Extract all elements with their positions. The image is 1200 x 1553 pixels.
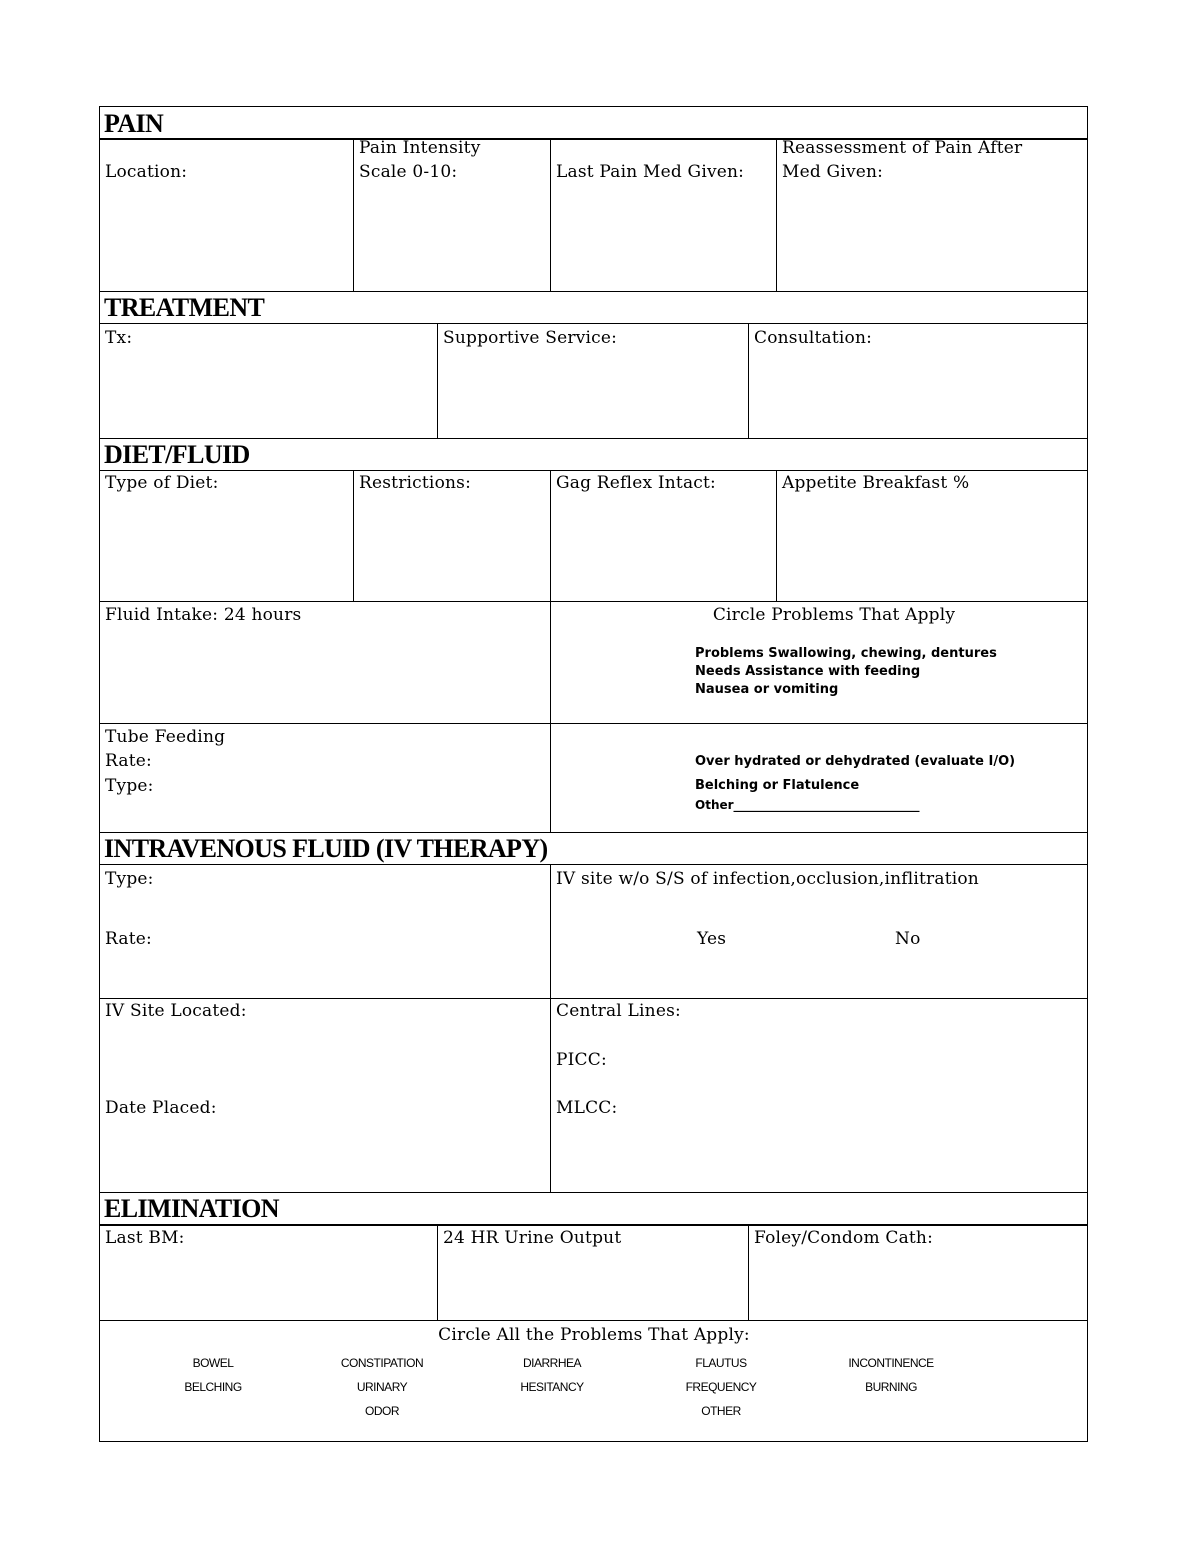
elimination-problem-item: BURNING: [865, 1380, 917, 1394]
foley-label: Foley/Condom Cath:: [754, 1228, 934, 1248]
elimination-problem-item: FREQUENCY: [685, 1380, 757, 1394]
tube-feeding-rate-label: Rate:: [105, 751, 152, 771]
iv-yes-option: Yes: [697, 929, 727, 949]
supportive-service-label: Supportive Service:: [443, 328, 618, 348]
elimination-problem-item: FLAUTUS: [695, 1356, 747, 1370]
mlcc-label: MLCC:: [556, 1098, 618, 1118]
elimination-problem-item: CONSTIPATION: [340, 1356, 424, 1370]
pain-col-divider-2: [550, 139, 551, 291]
elimination-section-header: ELIMINATION: [104, 1194, 279, 1223]
restrictions-label: Restrictions:: [359, 473, 472, 493]
diet-section-header: DIET/FLUID: [104, 440, 250, 469]
diet-col-divider-1: [353, 470, 354, 601]
gag-reflex-label: Gag Reflex Intact:: [556, 473, 716, 493]
type-of-diet-label: Type of Diet:: [105, 473, 219, 493]
pain-col-divider-3: [776, 139, 777, 291]
picc-label: PICC:: [556, 1050, 607, 1070]
iv-site-located-label: IV Site Located:: [105, 1001, 247, 1021]
elimination-problem-item: BELCHING: [184, 1380, 242, 1394]
elimination-col-divider-2: [748, 1225, 749, 1320]
elimination-problem-item: URINARY: [356, 1380, 408, 1394]
pain-col-divider-1: [353, 139, 354, 291]
treatment-section-header: TREATMENT: [104, 293, 265, 322]
diet-col-divider-2: [550, 470, 551, 832]
elimination-problem-item: OTHER: [701, 1404, 741, 1418]
elimination-problem-item: DIARRHEA: [522, 1356, 582, 1370]
elimination-problem-item: ODOR: [365, 1404, 399, 1418]
iv-rate-label: Rate:: [105, 929, 152, 949]
nursing-assessment-form: [99, 106, 1088, 1442]
pain-intensity-label-line2: Scale 0-10:: [359, 162, 458, 182]
problem-item-other: Other_______________________________: [695, 798, 920, 812]
pain-section-header: PAIN: [104, 109, 164, 138]
problem-item: Nausea or vomiting: [695, 682, 839, 697]
tube-feeding-label: Tube Feeding: [105, 727, 226, 747]
problem-item: Problems Swallowing, chewing, dentures: [695, 646, 997, 661]
iv-header-rule: [99, 864, 1088, 865]
pain-location-label: Location:: [105, 162, 188, 182]
circle-problems-label: Circle Problems That Apply: [712, 605, 956, 625]
treatment-header-rule: [99, 323, 1088, 324]
outer-border-right: [1087, 106, 1088, 1442]
treatment-row-divider: [99, 438, 1088, 439]
outer-border-bottom: [99, 1441, 1088, 1442]
appetite-label: Appetite Breakfast %: [782, 473, 970, 493]
elimination-col-divider-1: [437, 1225, 438, 1320]
problem-item: Belching or Flatulence: [695, 778, 860, 793]
iv-col-divider: [550, 864, 551, 1192]
elimination-row-divider: [99, 1320, 1088, 1321]
diet-row-divider-2: [99, 723, 1088, 724]
consultation-label: Consultation:: [754, 328, 873, 348]
elimination-problem-item: HESITANCY: [520, 1380, 584, 1394]
tube-feeding-type-label: Type:: [105, 776, 154, 796]
elimination-problem-item: INCONTINENCE: [848, 1356, 934, 1370]
outer-border-left: [99, 106, 100, 1442]
iv-date-placed-label: Date Placed:: [105, 1098, 217, 1118]
reassessment-label-line1: Reassessment of Pain After: [782, 138, 1023, 158]
last-pain-med-label: Last Pain Med Given:: [556, 162, 745, 182]
fluid-intake-label: Fluid Intake: 24 hours: [105, 605, 302, 625]
outer-border-top: [99, 106, 1088, 107]
diet-row-divider-1: [99, 601, 1088, 602]
elimination-problem-item: BOWEL: [192, 1356, 234, 1370]
reassessment-label-line2: Med Given:: [782, 162, 884, 182]
circle-all-problems-label: Circle All the Problems That Apply:: [438, 1325, 750, 1345]
iv-no-option: No: [895, 929, 921, 949]
iv-bottom-divider: [99, 1192, 1088, 1193]
tx-label: Tx:: [105, 328, 133, 348]
last-bm-label: Last BM:: [105, 1228, 185, 1248]
iv-type-label: Type:: [105, 869, 154, 889]
urine-output-label: 24 HR Urine Output: [443, 1228, 622, 1248]
problem-item: Needs Assistance with feeding: [695, 664, 921, 679]
central-lines-label: Central Lines:: [556, 1001, 681, 1021]
iv-section-header: INTRAVENOUS FLUID (IV THERAPY): [104, 834, 548, 863]
diet-col-divider-3: [776, 470, 777, 601]
pain-intensity-label-line1: Pain Intensity: [359, 138, 481, 158]
treatment-col-divider-1: [437, 323, 438, 438]
diet-row-divider-3: [99, 832, 1088, 833]
pain-row-divider: [99, 291, 1088, 292]
problem-item: Over hydrated or dehydrated (evaluate I/O): [695, 754, 1016, 769]
treatment-col-divider-2: [748, 323, 749, 438]
iv-site-check-label: IV site w/o S/S of infection,occlusion,inflitration: [556, 869, 979, 889]
